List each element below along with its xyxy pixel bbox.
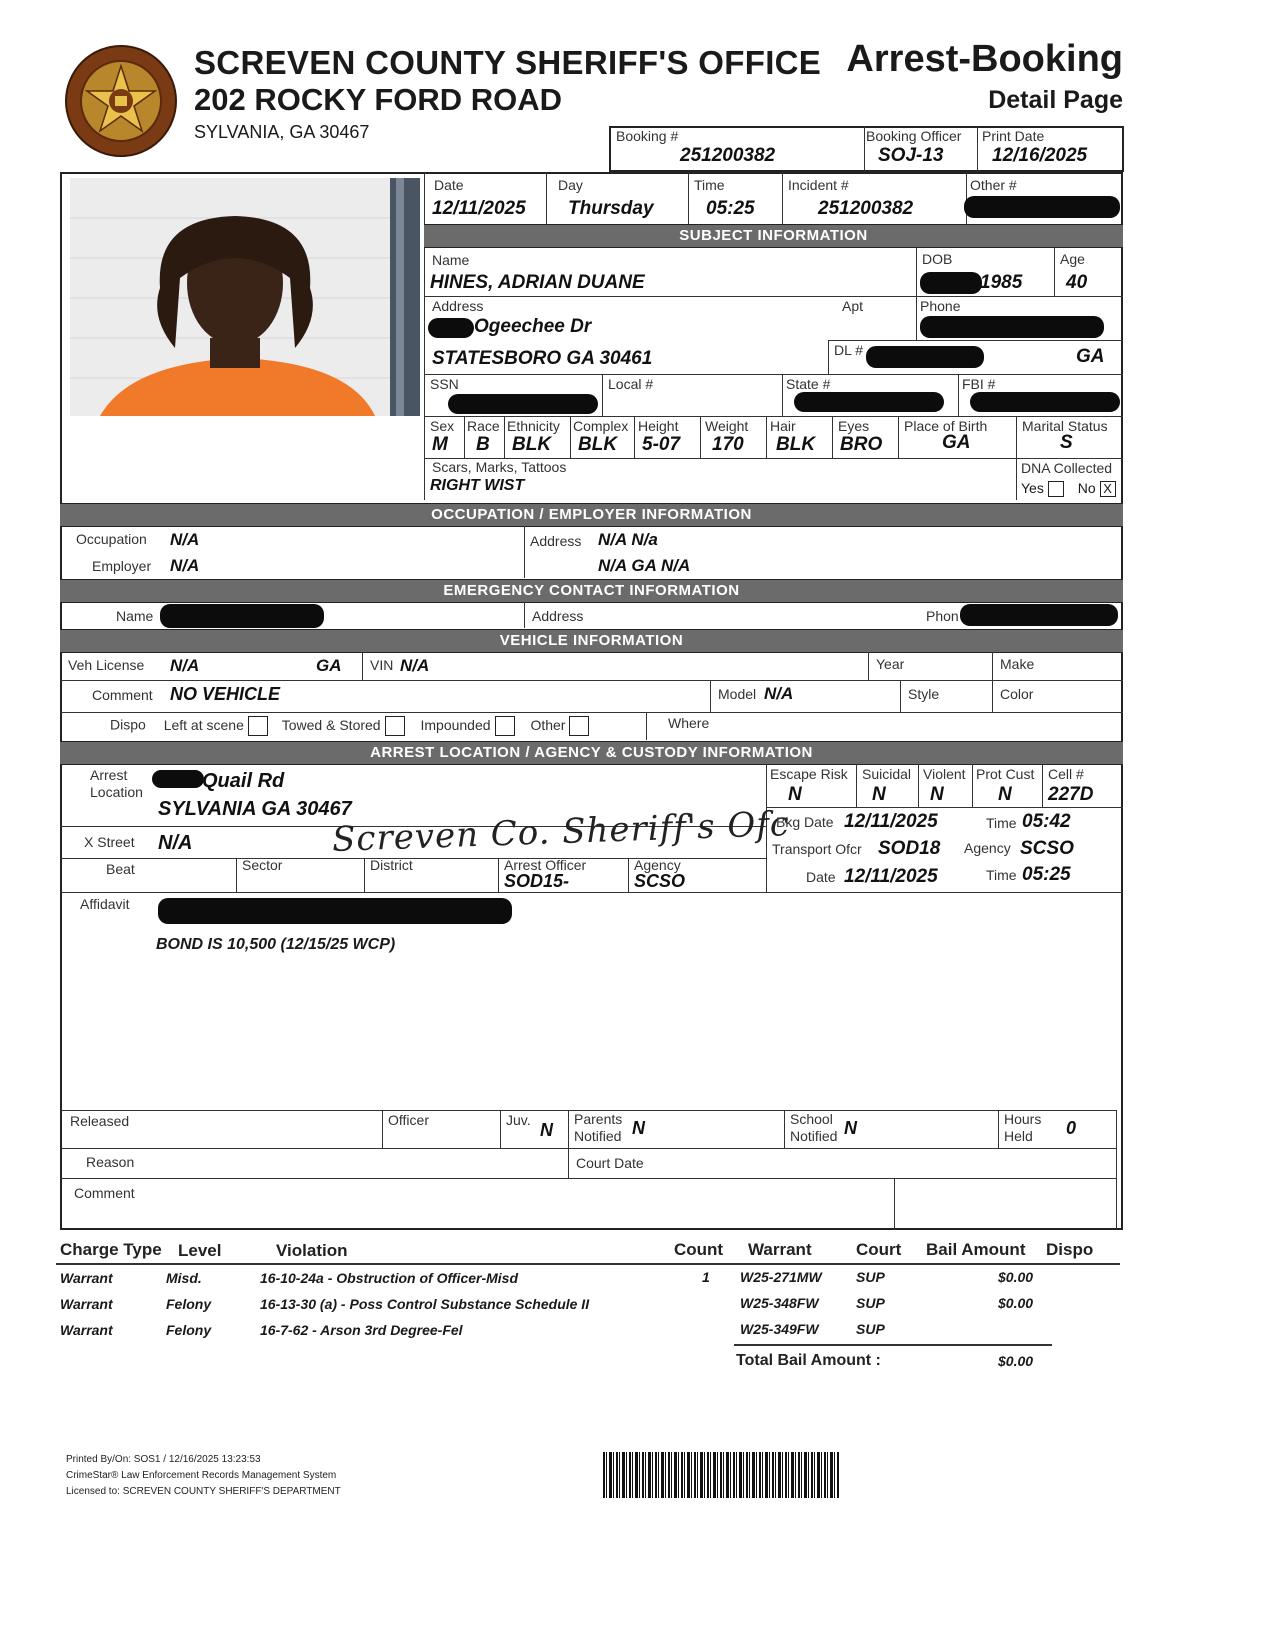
document-subtitle: Detail Page — [988, 86, 1123, 114]
dispo-row — [110, 716, 589, 736]
charge-violation: 16-13-30 (a) - Poss Control Substance Schedule II — [260, 1296, 590, 1312]
suicidal: N — [872, 784, 886, 805]
sector-label: Sector — [242, 857, 283, 873]
vin-label: VIN — [370, 657, 394, 673]
redacted-affidavit-line — [158, 898, 512, 924]
complexion: BLK — [578, 434, 618, 455]
handwritten-note: Screven Co. Sheriff's Ofc — [331, 804, 791, 860]
prot-cust: N — [998, 784, 1012, 805]
impounded-checkbox[interactable] — [495, 716, 515, 736]
booking-officer-label: Booking Officer — [866, 128, 962, 144]
veh-license-label: Veh License — [68, 657, 145, 673]
redacted-ssn — [448, 394, 598, 414]
smt-label: Scars, Marks, Tattoos — [432, 459, 567, 475]
charge-level: Felony — [166, 1322, 212, 1338]
violent: N — [930, 784, 944, 805]
charge-level: Felony — [166, 1296, 212, 1312]
redacted-dob — [920, 272, 982, 294]
arrest-agency: SCSO — [634, 871, 686, 891]
office-street: 202 ROCKY FORD ROAD — [194, 82, 563, 117]
race-label: Race — [467, 418, 500, 434]
bail-amount-header: Bail Amount — [926, 1240, 1026, 1259]
charge-bail: $0.00 — [998, 1295, 1034, 1311]
charge-warrant: W25-349FW — [740, 1321, 819, 1337]
bkg-time-label: Time — [986, 815, 1017, 831]
marital-status: S — [1060, 432, 1073, 453]
count-header: Count — [674, 1240, 724, 1259]
footer-system: CrimeStar® Law Enforcement Records Management System — [66, 1470, 337, 1481]
charge-type: Warrant — [60, 1296, 113, 1312]
charge-type: Warrant — [60, 1270, 113, 1286]
release-officer-label: Officer — [388, 1112, 429, 1128]
dna-yes-checkbox[interactable] — [1048, 481, 1064, 497]
arrest-location-label2: Location — [90, 784, 143, 800]
local-number-label: Local # — [608, 376, 654, 392]
weight-label: Weight — [705, 418, 749, 434]
other-number-label: Other # — [970, 177, 1017, 193]
impounded-label: Impounded — [420, 716, 491, 733]
sheriff-seal — [64, 44, 178, 158]
charge-warrant: W25-271MW — [740, 1269, 822, 1285]
dna-yes-label: Yes — [1021, 480, 1044, 496]
employer-label: Employer — [92, 558, 152, 574]
charge-violation: 16-10-24a - Obstruction of Officer-Misd — [260, 1270, 519, 1286]
transport-date: 12/11/2025 — [844, 866, 938, 887]
event-date: 12/11/2025 — [432, 198, 526, 219]
time-label: Time — [694, 177, 725, 193]
parents-notified: N — [632, 1118, 645, 1138]
school-notified-label2: Notified — [790, 1128, 838, 1144]
escape-risk-label: Escape Risk — [770, 766, 848, 782]
escape-risk: N — [788, 784, 802, 805]
emergency-address-label: Address — [532, 608, 584, 624]
warrant-header: Warrant — [748, 1240, 812, 1259]
model: N/A — [764, 684, 794, 703]
transport-agency-label: Agency — [964, 840, 1011, 856]
dna-collected-label: DNA Collected — [1021, 460, 1113, 476]
towed-stored-checkbox[interactable] — [385, 716, 405, 736]
arrest-location1: Quail Rd — [202, 770, 285, 792]
prot-cust-label: Prot Cust — [976, 766, 1035, 782]
bkg-date-label: Bkg Date — [776, 814, 834, 830]
occupation-label: Occupation — [76, 531, 147, 547]
state-number-label: State # — [786, 376, 831, 392]
office-city: SYLVANIA, GA 30467 — [194, 122, 370, 142]
arrest-agency-label: Agency — [634, 857, 681, 873]
hours-held-label1: Hours — [1004, 1111, 1042, 1127]
name-label: Name — [432, 252, 470, 268]
eyes: BRO — [840, 434, 883, 455]
violent-label: Violent — [923, 766, 966, 782]
address-line1: Ogeechee Dr — [474, 316, 592, 337]
charge-court: SUP — [856, 1321, 885, 1337]
weight: 170 — [712, 434, 744, 455]
barcode — [603, 1452, 839, 1498]
footer-license: Licensed to: SCREVEN COUNTY SHERIFF'S DEPARTMENT — [66, 1486, 341, 1497]
document-title: Arrest-Booking — [846, 38, 1123, 80]
footer-printed: Printed By/On: SOS1 / 12/16/2025 13:23:53 — [66, 1454, 261, 1465]
charge-court: SUP — [856, 1295, 885, 1311]
redacted-emergency-name — [160, 604, 324, 628]
level-header: Level — [178, 1241, 222, 1260]
place-of-birth: GA — [942, 432, 971, 453]
transport-agency: SCSO — [1020, 838, 1074, 859]
eyes-label: Eyes — [838, 418, 870, 434]
redacted-phone — [920, 316, 1104, 338]
emergency-phone-label: Phon — [926, 608, 959, 624]
ethnicity-label: Ethnicity — [507, 418, 560, 434]
ssn-label: SSN — [430, 376, 459, 392]
model-label: Model — [718, 686, 757, 702]
court-date-label: Court Date — [576, 1155, 644, 1171]
sex-label: Sex — [430, 418, 455, 434]
dna-no-checkbox[interactable]: X — [1100, 481, 1116, 497]
dl-label: DL # — [834, 342, 864, 358]
school-notified: N — [844, 1118, 857, 1138]
suicidal-label: Suicidal — [862, 766, 912, 782]
hair: BLK — [776, 434, 816, 455]
subject-name: HINES, ADRIAN DUANE — [430, 272, 645, 293]
transport-time: 05:25 — [1022, 864, 1071, 885]
released-label: Released — [70, 1113, 130, 1129]
booking-number-label: Booking # — [616, 128, 679, 144]
veh-comment: NO VEHICLE — [170, 684, 281, 704]
complexion-label: Complex — [573, 418, 629, 434]
charge-type: Warrant — [60, 1322, 113, 1338]
veh-license-state: GA — [316, 656, 342, 675]
juvenile: N — [540, 1120, 553, 1140]
sex: M — [432, 434, 448, 455]
where-label: Where — [668, 715, 710, 731]
transport-time-label: Time — [986, 867, 1017, 883]
total-bail-amount: $0.00 — [998, 1353, 1034, 1369]
cell-number: 227D — [1048, 784, 1094, 805]
address-label: Address — [432, 298, 484, 314]
dispo-header: Dispo — [1046, 1240, 1094, 1259]
arrest-officer-label: Arrest Officer — [504, 857, 587, 873]
event-day: Thursday — [568, 198, 654, 219]
incident-number: 251200382 — [818, 198, 914, 219]
make-label: Make — [1000, 656, 1035, 672]
dob-year: 1985 — [980, 272, 1023, 293]
employer-address-label: Address — [530, 533, 582, 549]
subject-section-bar: SUBJECT INFORMATION — [424, 224, 1123, 248]
office-name: SCREVEN COUNTY SHERIFF'S OFFICE — [194, 44, 822, 81]
redacted-other-number — [964, 196, 1120, 218]
parents-notified-label1: Parents — [574, 1111, 623, 1127]
charge-bail: $0.00 — [998, 1269, 1034, 1285]
court-header: Court — [856, 1240, 902, 1259]
affidavit-text: BOND IS 10,500 (12/15/25 WCP) — [156, 936, 396, 953]
employer-address1: N/A N/a — [598, 530, 658, 549]
emergency-name-label: Name — [116, 608, 154, 624]
dl-state: GA — [1076, 346, 1105, 367]
day-label: Day — [558, 177, 583, 193]
redacted-arrest-house-number — [152, 770, 204, 788]
booking-officer: SOJ-13 — [878, 145, 944, 166]
race: B — [476, 434, 490, 455]
arrest-officer: SOD15- — [504, 871, 570, 891]
marital-status-label: Marital Status — [1022, 418, 1108, 434]
beat-label: Beat — [106, 861, 135, 877]
other-dispo-label: Other — [530, 716, 566, 733]
print-date-label: Print Date — [982, 128, 1045, 144]
other-dispo-checkbox[interactable] — [569, 716, 589, 736]
hours-held-label2: Held — [1004, 1128, 1033, 1144]
arrest-location-label1: Arrest — [90, 767, 128, 783]
apt-label: Apt — [842, 298, 864, 314]
transport-officer: SOD18 — [878, 838, 941, 859]
transport-officer-label: Transport Ofcr — [772, 841, 862, 857]
reason-label: Reason — [86, 1154, 135, 1170]
redacted-fbi-number — [970, 392, 1120, 412]
bkg-date: 12/11/2025 — [844, 811, 938, 832]
dna-checkboxes — [1021, 480, 1116, 497]
veh-comment-label: Comment — [92, 687, 153, 703]
release-comment-label: Comment — [74, 1185, 135, 1201]
total-bail-label: Total Bail Amount : — [736, 1352, 881, 1369]
hair-label: Hair — [770, 418, 796, 434]
charge-court: SUP — [856, 1269, 885, 1285]
charge-count: 1 — [702, 1269, 710, 1285]
phone-label: Phone — [920, 298, 961, 314]
year-label: Year — [876, 656, 905, 672]
left-at-scene-checkbox[interactable] — [248, 716, 268, 736]
redacted-state-number — [794, 392, 944, 412]
emergency-section-bar: EMERGENCY CONTACT INFORMATION — [60, 579, 1123, 603]
print-date: 12/16/2025 — [992, 145, 1088, 166]
charge-level: Misd. — [166, 1270, 202, 1286]
color-label: Color — [1000, 686, 1034, 702]
bkg-time: 05:42 — [1022, 811, 1071, 832]
violation-header: Violation — [276, 1241, 348, 1260]
juvenile-label: Juv. — [506, 1112, 531, 1128]
parents-notified-label2: Notified — [574, 1128, 622, 1144]
towed-stored-label: Towed & Stored — [281, 716, 381, 733]
transport-date-label: Date — [806, 869, 836, 885]
school-notified-label1: School — [790, 1111, 833, 1127]
subject-photo — [70, 178, 420, 416]
redacted-emergency-phone — [960, 604, 1118, 626]
arrest-location2: SYLVANIA GA 30467 — [158, 798, 352, 820]
district-label: District — [370, 857, 413, 873]
style-label: Style — [908, 686, 940, 702]
charge-warrant: W25-348FW — [740, 1295, 819, 1311]
height-label: Height — [638, 418, 679, 434]
fbi-number-label: FBI # — [962, 376, 996, 392]
x-street: N/A — [158, 832, 193, 854]
veh-license: N/A — [170, 656, 200, 675]
dispo-label: Dispo — [110, 716, 146, 733]
x-street-label: X Street — [84, 834, 135, 850]
charge-violation: 16-7-62 - Arson 3rd Degree-Fel — [260, 1322, 463, 1338]
charge-type-header: Charge Type — [60, 1240, 162, 1259]
scars-marks-tattoos: RIGHT WIST — [430, 477, 525, 494]
ethnicity: BLK — [512, 434, 552, 455]
vehicle-section-bar: VEHICLE INFORMATION — [60, 629, 1123, 653]
age-label: Age — [1060, 251, 1085, 267]
cell-label: Cell # — [1048, 766, 1084, 782]
event-time: 05:25 — [706, 198, 755, 219]
incident-label: Incident # — [788, 177, 849, 193]
employer-address2: N/A GA N/A — [598, 556, 691, 575]
occupation-section-bar: OCCUPATION / EMPLOYER INFORMATION — [60, 503, 1123, 527]
place-of-birth-label: Place of Birth — [904, 418, 988, 434]
dob-label: DOB — [922, 251, 953, 267]
occupation: N/A — [170, 530, 200, 549]
dna-no-label: No — [1077, 480, 1096, 496]
date-label: Date — [434, 177, 464, 193]
arrest-section-bar: ARREST LOCATION / AGENCY & CUSTODY INFORMATION — [60, 741, 1123, 765]
vin: N/A — [400, 656, 430, 675]
affidavit-label: Affidavit — [80, 896, 130, 912]
employer: N/A — [170, 556, 200, 575]
booking-number: 251200382 — [680, 145, 776, 166]
subject-age: 40 — [1066, 272, 1088, 293]
height: 5-07 — [642, 434, 681, 455]
redacted-dl — [866, 346, 984, 368]
redacted-house-number — [428, 318, 474, 338]
left-at-scene-label: Left at scene — [163, 716, 244, 733]
hours-held: 0 — [1066, 1118, 1077, 1138]
address-line2: STATESBORO GA 30461 — [432, 348, 653, 369]
